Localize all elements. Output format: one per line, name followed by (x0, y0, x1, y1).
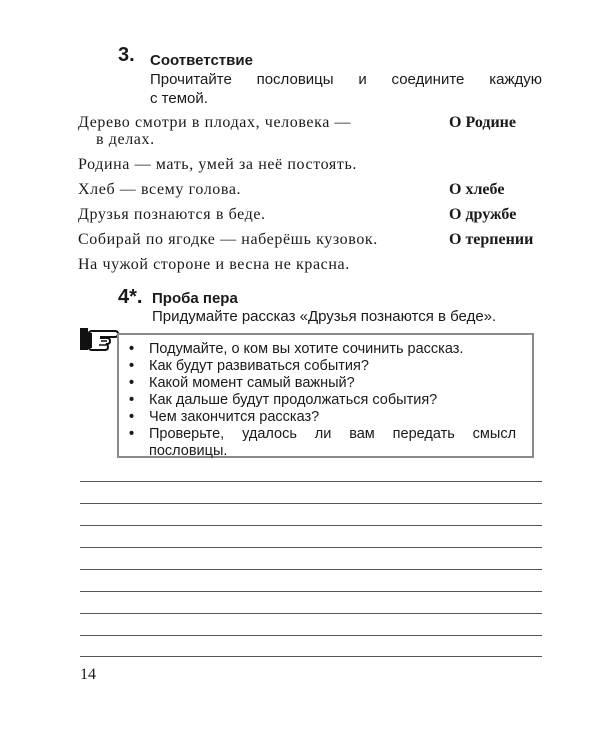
task3-title: Соответствие (150, 52, 253, 69)
hint-text: Чем закончится рассказ? (149, 409, 320, 425)
writing-line[interactable] (80, 569, 542, 570)
task4-title: Проба пера (152, 290, 238, 307)
theme-bread: О хлебе (449, 181, 505, 198)
bullet-dot: • (129, 358, 135, 374)
proverb-4: Друзья познаются в беде. (78, 206, 266, 223)
theme-friendship: О дружбе (449, 206, 517, 223)
hint-word: Проверьте, (149, 426, 225, 442)
bullet-dot: • (129, 409, 135, 425)
hint-text-line1 (149, 426, 516, 443)
bullet-dot: • (129, 341, 135, 357)
task4-number: 4*. (118, 286, 143, 308)
pointing-hand-icon (79, 323, 119, 351)
instruction-word: соедините (391, 71, 465, 88)
writing-line[interactable] (80, 525, 542, 526)
hint-text-line2: пословицы. (149, 443, 228, 459)
writing-line[interactable] (80, 635, 542, 636)
proverb-3: Хлеб — всему голова. (78, 181, 242, 198)
proverb-5: Собирай по ягодке — наберёшь кузовок. (78, 231, 378, 248)
proverb-1-continued: в делах. (96, 131, 155, 148)
instruction-word: пословицы (256, 71, 334, 88)
task3-number: 3. (118, 44, 135, 66)
hint-item (129, 358, 516, 375)
bullet-dot: • (129, 375, 135, 391)
proverb-2: Родина — мать, умей за неё постоять. (78, 156, 357, 173)
instruction-word: Прочитайте (150, 71, 232, 88)
writing-line[interactable] (80, 481, 542, 482)
hints-box (117, 333, 534, 458)
theme-patience: О терпении (449, 231, 534, 248)
writing-line[interactable] (80, 591, 542, 592)
hint-item (129, 426, 516, 460)
hint-item (129, 341, 516, 358)
hint-word: вам (349, 426, 375, 442)
hint-word: передать (392, 426, 455, 442)
hint-word: смысл (472, 426, 517, 442)
hint-item (129, 392, 516, 409)
hint-text: Как будут развиваться события? (149, 358, 369, 374)
task3-instruction-line1 (150, 70, 542, 89)
writing-line[interactable] (80, 656, 542, 657)
writing-line[interactable] (80, 503, 542, 504)
hint-item (129, 409, 516, 426)
writing-line[interactable] (80, 547, 542, 548)
bullet-dot: • (129, 426, 135, 442)
hint-word: удалось (242, 426, 297, 442)
hint-item (129, 375, 516, 392)
instruction-word: и (358, 71, 367, 88)
hint-text: Какой момент самый важный? (149, 375, 355, 391)
writing-line[interactable] (80, 613, 542, 614)
proverb-6: На чужой стороне и весна не красна. (78, 256, 350, 273)
hint-text: Подумайте, о ком вы хотите сочинить рассказ. (149, 341, 464, 357)
theme-homeland: О Родине (449, 114, 516, 131)
task3-instruction-line2: с темой. (150, 90, 208, 107)
bullet-dot: • (129, 392, 135, 408)
hint-text: Как дальше будут продолжаться события? (149, 392, 438, 408)
page-number: 14 (80, 666, 96, 683)
instruction-word: каждую (489, 71, 542, 88)
proverb-1: Дерево смотри в плодах, человека — (78, 114, 352, 131)
hint-word: ли (314, 426, 332, 442)
task4-instruction: Придумайте рассказ «Друзья познаются в беде». (152, 308, 497, 325)
